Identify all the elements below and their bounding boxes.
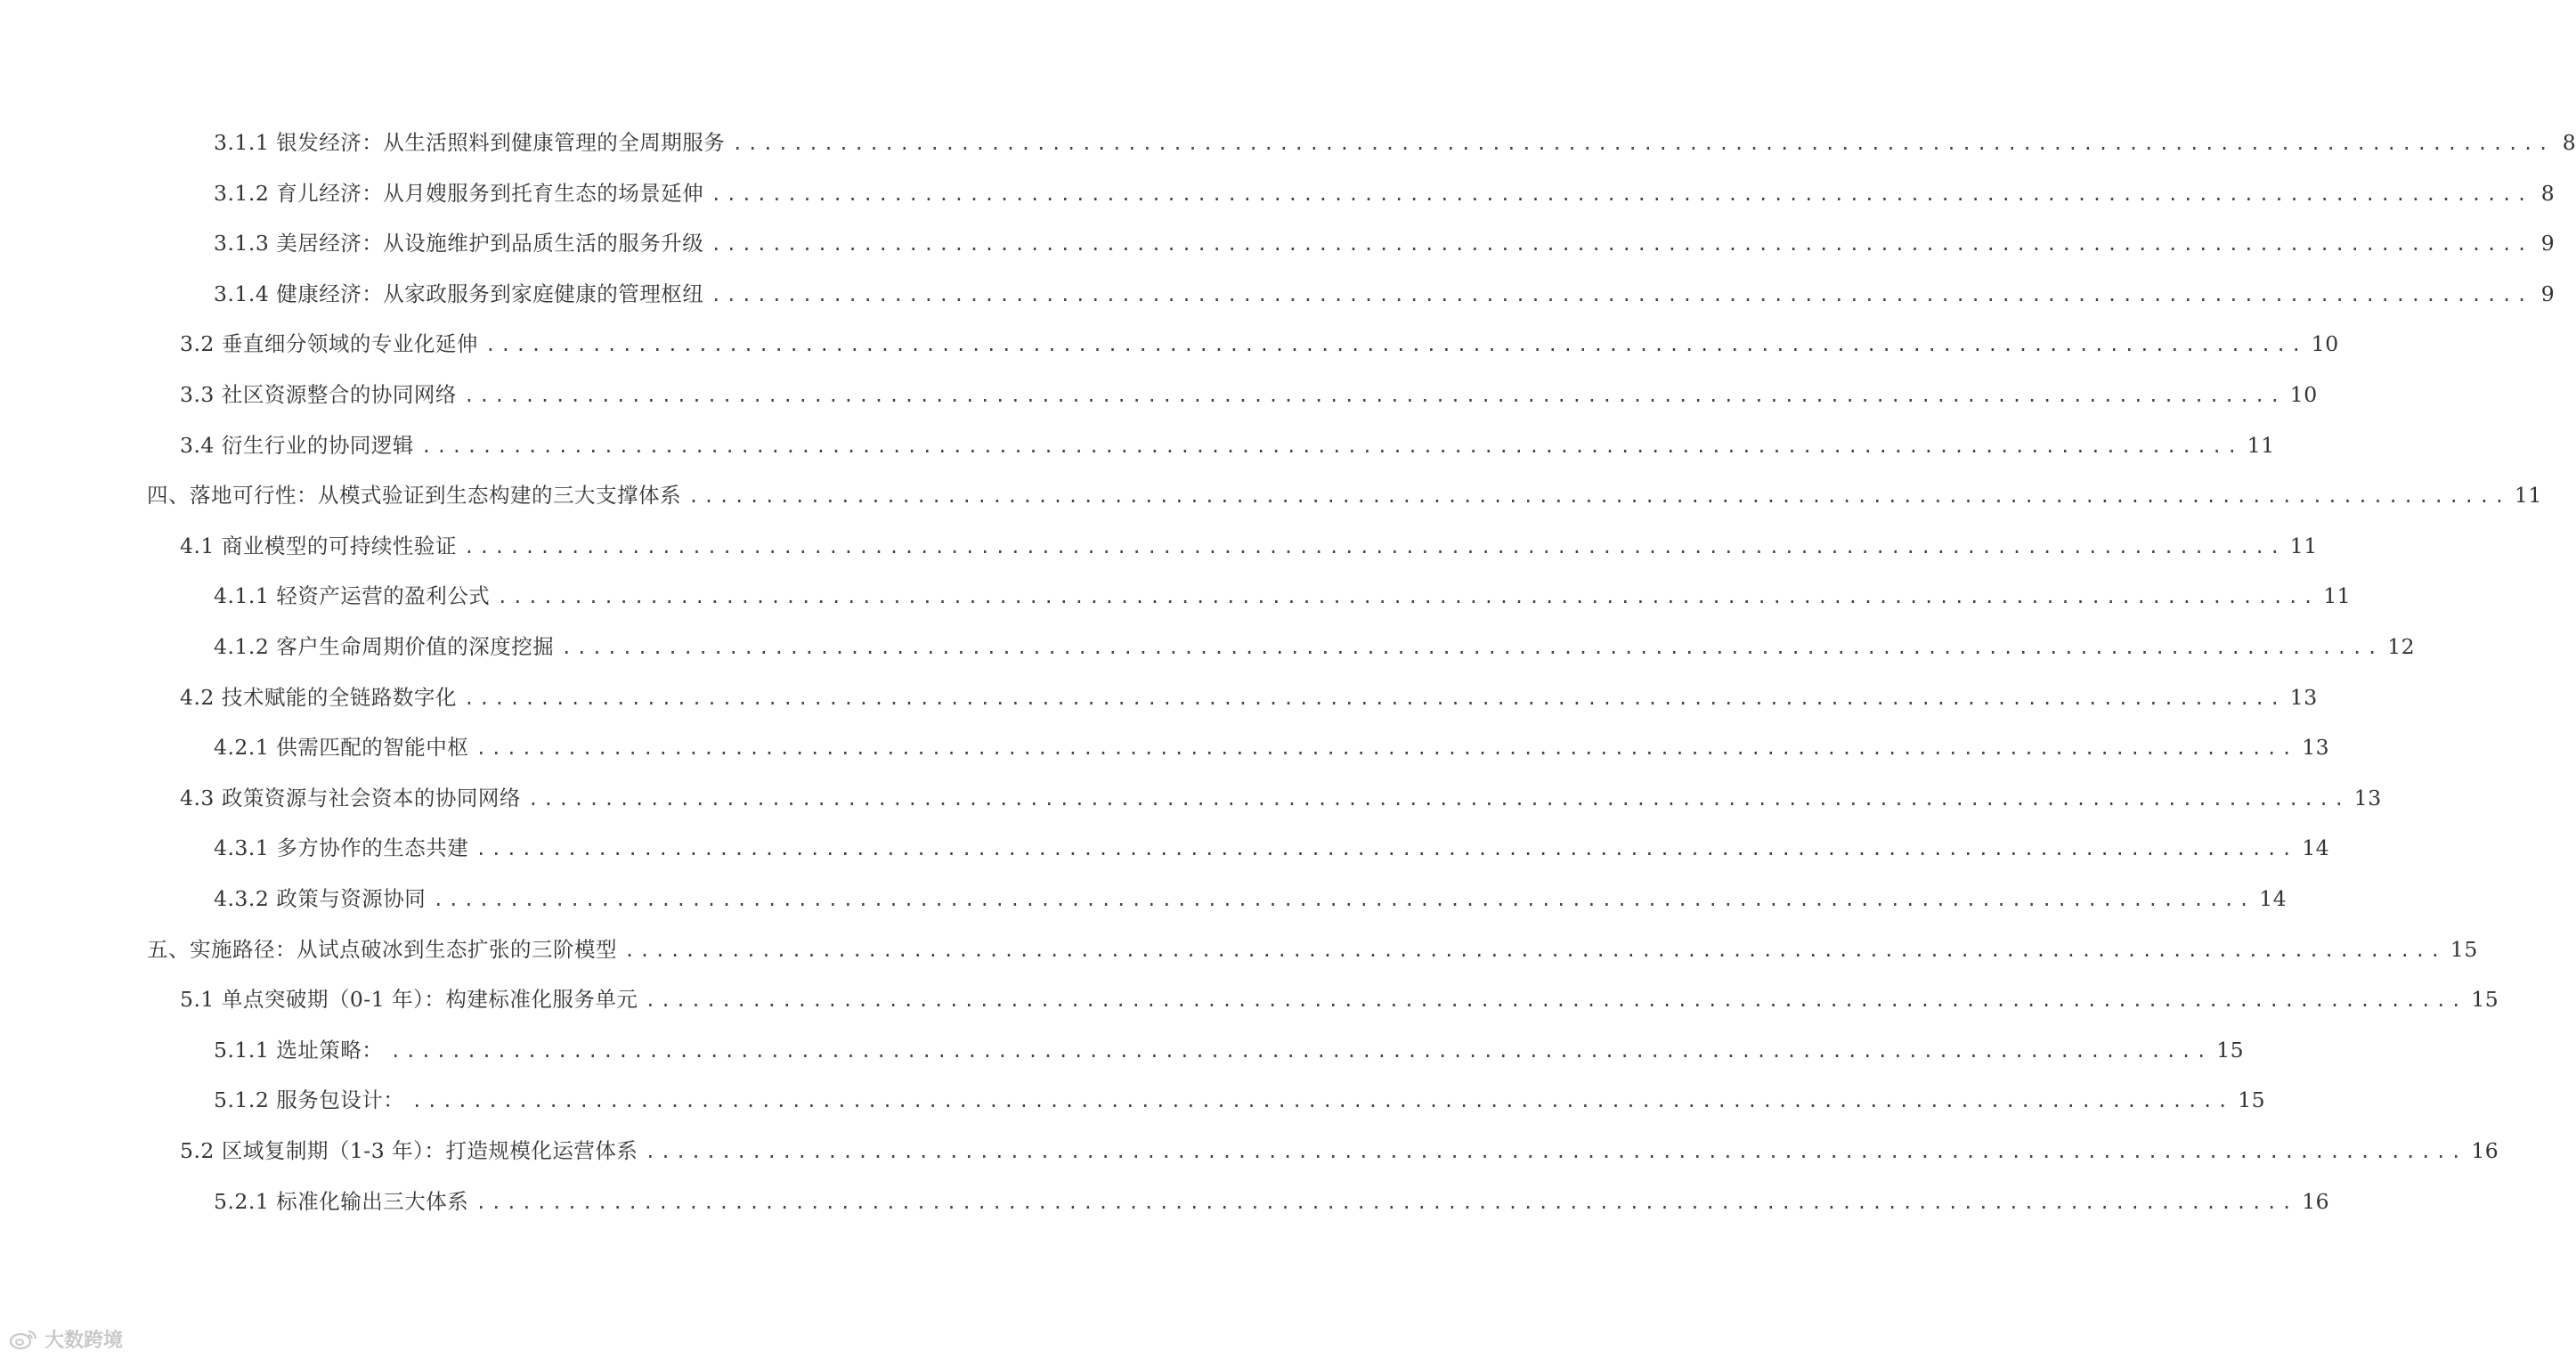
toc-page-number: 10 bbox=[2311, 331, 2339, 357]
toc-page-number: 11 bbox=[2289, 533, 2318, 558]
toc-entry-title: 4.2.1 供需匹配的智能中枢 bbox=[214, 735, 469, 761]
toc-dot-leader: ........................................................................................................................ bbox=[624, 939, 2445, 961]
toc-page-number: 15 bbox=[2238, 1087, 2266, 1113]
toc-entry[interactable] bbox=[214, 629, 2416, 664]
toc-page-number: 11 bbox=[2514, 483, 2542, 509]
toc-dot-leader: ........................................................................................................................ bbox=[390, 1039, 2212, 1062]
weibo-logo-icon bbox=[9, 1327, 39, 1350]
toc-entry-title: 3.1.3 美居经济：从设施维护到品质生活的服务升级 bbox=[214, 231, 704, 257]
toc-entry[interactable] bbox=[180, 780, 2382, 816]
toc-page-number: 15 bbox=[2450, 936, 2478, 962]
toc-entry[interactable] bbox=[180, 326, 2339, 362]
toc-page-number: 14 bbox=[2259, 886, 2288, 911]
toc-page-number: 13 bbox=[2353, 785, 2382, 810]
toc-entry-title: 4.3.2 政策与资源协同 bbox=[214, 886, 427, 911]
toc-page-number: 11 bbox=[2323, 583, 2352, 609]
toc-entry[interactable] bbox=[180, 680, 2318, 715]
toc-entry[interactable] bbox=[147, 477, 2542, 513]
toc-dot-leader: ........................................................................................................................ bbox=[475, 838, 2297, 860]
toc-entry-title: 5.1.2 服务包设计： bbox=[214, 1087, 405, 1113]
toc-entry[interactable] bbox=[147, 932, 2478, 967]
toc-page-number: 16 bbox=[2471, 1138, 2499, 1163]
toc-page-number: 9 bbox=[2540, 281, 2556, 306]
toc-entry-title: 四、落地可行性：从模式验证到生态构建的三大支撑体系 bbox=[147, 483, 681, 509]
toc-entry-title: 3.1.4 健康经济：从家政服务到家庭健康的管理枢纽 bbox=[214, 281, 704, 306]
toc-dot-leader: ........................................................................................................................ bbox=[475, 737, 2297, 760]
toc-page-number: 13 bbox=[2302, 735, 2330, 761]
toc-entry-title: 3.1.2 育儿经济：从月嫂服务到托育生态的场景延伸 bbox=[214, 180, 704, 206]
toc-dot-leader: ........................................................................................................................ bbox=[463, 535, 2285, 558]
toc-entry[interactable] bbox=[214, 125, 2576, 160]
toc-dot-leader: ........................................................................................................................ bbox=[711, 283, 2532, 305]
toc-page-number: 15 bbox=[2471, 987, 2499, 1013]
toc-entry[interactable] bbox=[214, 1032, 2245, 1068]
toc-entry-title: 3.4 衍生行业的协同逻辑 bbox=[180, 432, 414, 458]
toc-entry[interactable] bbox=[180, 377, 2318, 412]
toc-entry[interactable] bbox=[180, 981, 2499, 1017]
toc-dot-leader: ........................................................................................................................ bbox=[475, 1191, 2297, 1213]
toc-page-number: 8 bbox=[2562, 130, 2576, 155]
toc-dot-leader: ........................................................................................................................ bbox=[420, 435, 2242, 457]
toc-page-number: 13 bbox=[2289, 684, 2318, 710]
toc-page-number: 9 bbox=[2540, 231, 2556, 257]
toc-page-number: 15 bbox=[2216, 1037, 2245, 1063]
toc-dot-leader: ........................................................................................................................ bbox=[645, 989, 2466, 1012]
toc-dot-leader: ........................................................................................................................ bbox=[645, 1141, 2466, 1162]
toc-dot-leader: ........................................................................................................................ bbox=[463, 687, 2285, 709]
toc-entry-title: 5.2.1 标准化输出三大体系 bbox=[214, 1188, 469, 1214]
toc-entry-title: 3.3 社区资源整合的协同网络 bbox=[180, 382, 457, 407]
toc-entry[interactable] bbox=[214, 225, 2556, 261]
toc-entry-title: 4.3 政策资源与社会资本的协同网络 bbox=[180, 785, 521, 810]
toc-dot-leader: ........................................................................................................................ bbox=[711, 183, 2532, 205]
toc-dot-leader: ........................................................................................................................ bbox=[484, 334, 2306, 356]
toc-entry[interactable] bbox=[214, 881, 2288, 916]
toc-entry[interactable] bbox=[214, 830, 2330, 866]
toc-dot-leader: ........................................................................................................................ bbox=[688, 485, 2509, 508]
toc-dot-leader: ........................................................................................................................ bbox=[497, 586, 2319, 608]
toc-entry-title: 4.1.2 客户生命周期价值的深度挖掘 bbox=[214, 634, 555, 659]
toc-dot-leader: ........................................................................................................................ bbox=[527, 787, 2349, 810]
toc-page-number: 11 bbox=[2247, 432, 2275, 458]
toc-page-number: 14 bbox=[2302, 835, 2330, 861]
toc-page-number: 12 bbox=[2387, 634, 2416, 659]
toc-entry-title: 5.2 区域复制期（1-3 年）：打造规模化运营体系 bbox=[180, 1138, 638, 1163]
toc-entry-title: 5.1 单点突破期（0-1 年）：构建标准化服务单元 bbox=[180, 987, 638, 1013]
toc-entry-title: 4.1 商业模型的可持续性验证 bbox=[180, 533, 457, 558]
toc-entry[interactable] bbox=[180, 1133, 2499, 1169]
toc-dot-leader: ........................................................................................................................ bbox=[561, 637, 2383, 658]
toc-entry-title: 五、实施路径：从试点破冰到生态扩张的三阶模型 bbox=[147, 936, 617, 962]
toc-dot-leader: ........................................................................................................................ bbox=[732, 133, 2554, 154]
toc-entry[interactable] bbox=[180, 528, 2318, 564]
watermark-text: 大数跨境 bbox=[45, 1329, 124, 1352]
toc-entry[interactable] bbox=[180, 428, 2275, 463]
toc-entry-title: 5.1.1 选址策略： bbox=[214, 1037, 384, 1063]
toc-entry[interactable] bbox=[214, 578, 2352, 614]
toc-entry[interactable] bbox=[214, 1082, 2266, 1118]
toc-entry[interactable] bbox=[214, 276, 2556, 312]
toc-entry[interactable] bbox=[214, 175, 2556, 211]
toc-dot-leader: ........................................................................................................................ bbox=[711, 233, 2532, 256]
toc-dot-leader: ........................................................................................................................ bbox=[433, 889, 2255, 910]
toc-entry-title: 3.1.1 银发经济：从生活照料到健康管理的全周期服务 bbox=[214, 130, 726, 155]
toc-entry-title: 4.2 技术赋能的全链路数字化 bbox=[180, 684, 457, 710]
toc-entry[interactable] bbox=[214, 729, 2330, 765]
toc-entry-title: 3.2 垂直细分领域的专业化延伸 bbox=[180, 331, 478, 357]
toc-page-number: 10 bbox=[2289, 382, 2318, 407]
watermark bbox=[9, 1325, 123, 1352]
toc-page-number: 8 bbox=[2540, 180, 2556, 206]
toc-entry[interactable] bbox=[214, 1184, 2330, 1219]
toc-page-number: 16 bbox=[2302, 1188, 2330, 1214]
toc-dot-leader: ........................................................................................................................ bbox=[463, 385, 2285, 406]
toc-dot-leader: ........................................................................................................................ bbox=[411, 1090, 2233, 1112]
toc-entry-title: 4.1.1 轻资产运营的盈利公式 bbox=[214, 583, 491, 609]
toc-entry-title: 4.3.1 多方协作的生态共建 bbox=[214, 835, 469, 861]
